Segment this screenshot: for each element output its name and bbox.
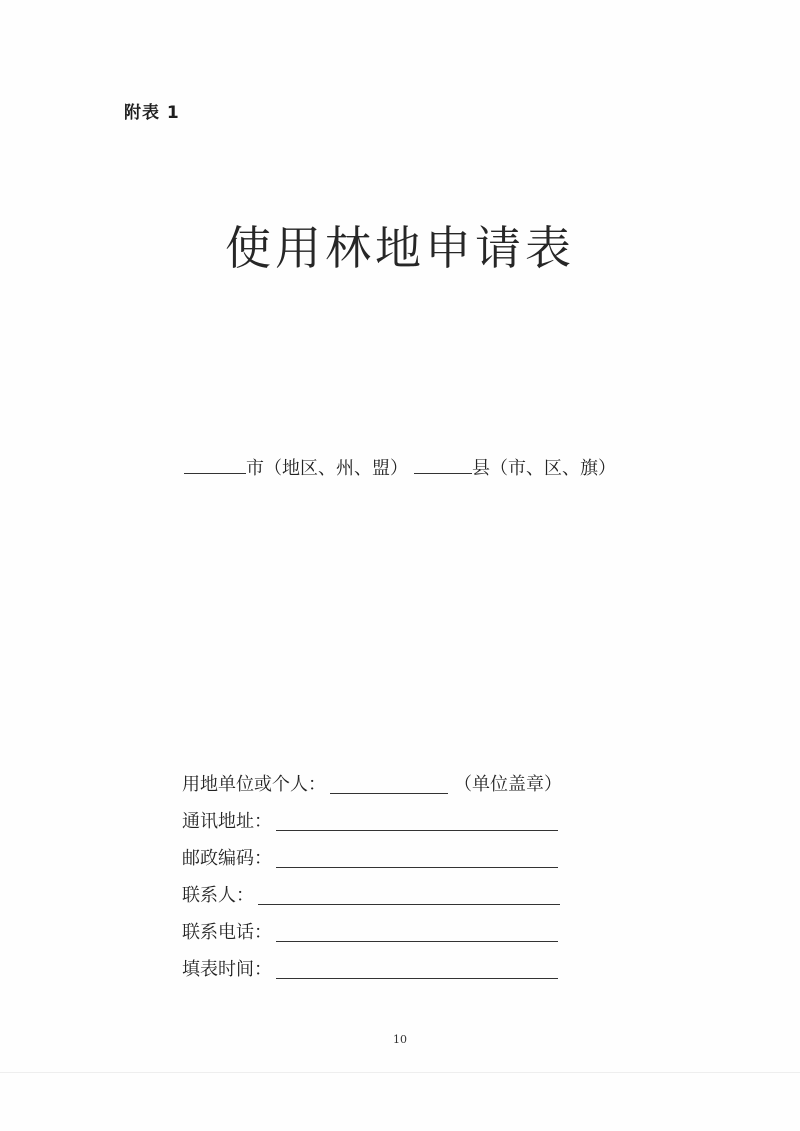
phone-label: 联系电话：	[182, 922, 272, 943]
postcode-label: 邮政编码：	[182, 848, 272, 869]
form-title: 使用林地申请表	[225, 221, 575, 275]
city-blank[interactable]	[184, 459, 246, 474]
applicant-label: 用地单位或个人：	[182, 774, 326, 795]
contact-blank[interactable]	[258, 888, 560, 905]
address-blank[interactable]	[276, 814, 558, 831]
phone-blank[interactable]	[276, 925, 558, 942]
stamp-note: （单位盖章）	[454, 774, 562, 795]
page-number: 10	[393, 1033, 407, 1046]
county-blank[interactable]	[414, 459, 472, 474]
postcode-row	[182, 837, 602, 874]
contact-label: 联系人：	[182, 885, 254, 906]
county-suffix: 县（市、区、旗）	[472, 458, 616, 479]
city-suffix: 市（地区、州、盟）	[246, 458, 408, 479]
region-line	[0, 454, 800, 480]
applicant-info-fields	[182, 763, 602, 985]
applicant-blank[interactable]	[330, 777, 448, 794]
scan-edge-divider	[0, 1072, 800, 1073]
address-label: 通讯地址：	[182, 811, 272, 832]
date-row	[182, 948, 602, 985]
applicant-row	[182, 763, 602, 800]
date-label: 填表时间：	[182, 959, 272, 980]
postcode-blank[interactable]	[276, 851, 558, 868]
contact-row	[182, 874, 602, 911]
phone-row	[182, 911, 602, 948]
address-row	[182, 800, 602, 837]
appendix-label: 附表 1	[124, 103, 180, 123]
date-blank[interactable]	[276, 962, 558, 979]
